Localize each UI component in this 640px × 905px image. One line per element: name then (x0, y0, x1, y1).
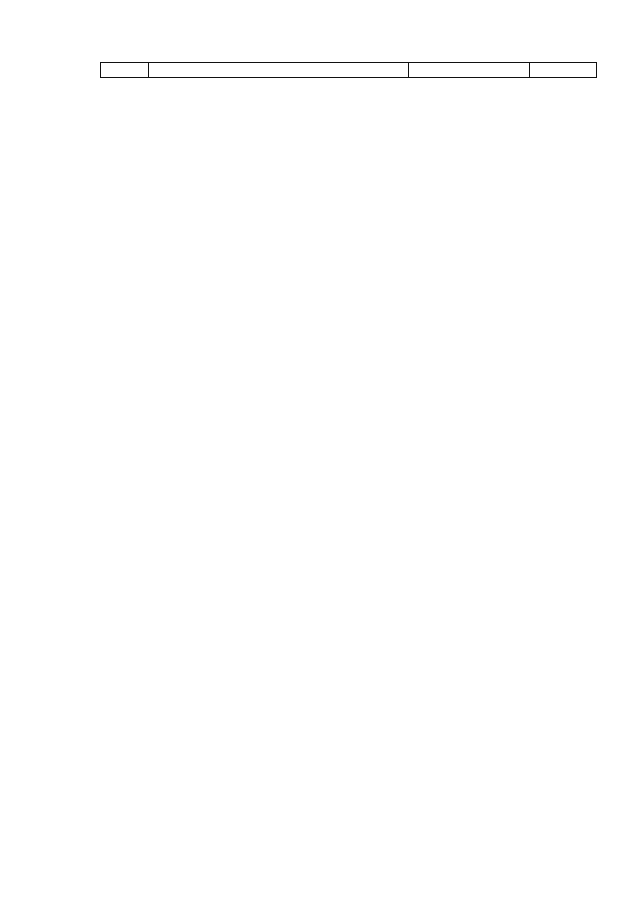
inventory-table (100, 62, 597, 78)
column-header-4 (530, 63, 597, 78)
header-row (101, 63, 597, 78)
table-header (101, 63, 597, 78)
column-header-1 (101, 63, 149, 78)
column-header-3 (409, 63, 530, 78)
column-header-2 (149, 63, 409, 78)
